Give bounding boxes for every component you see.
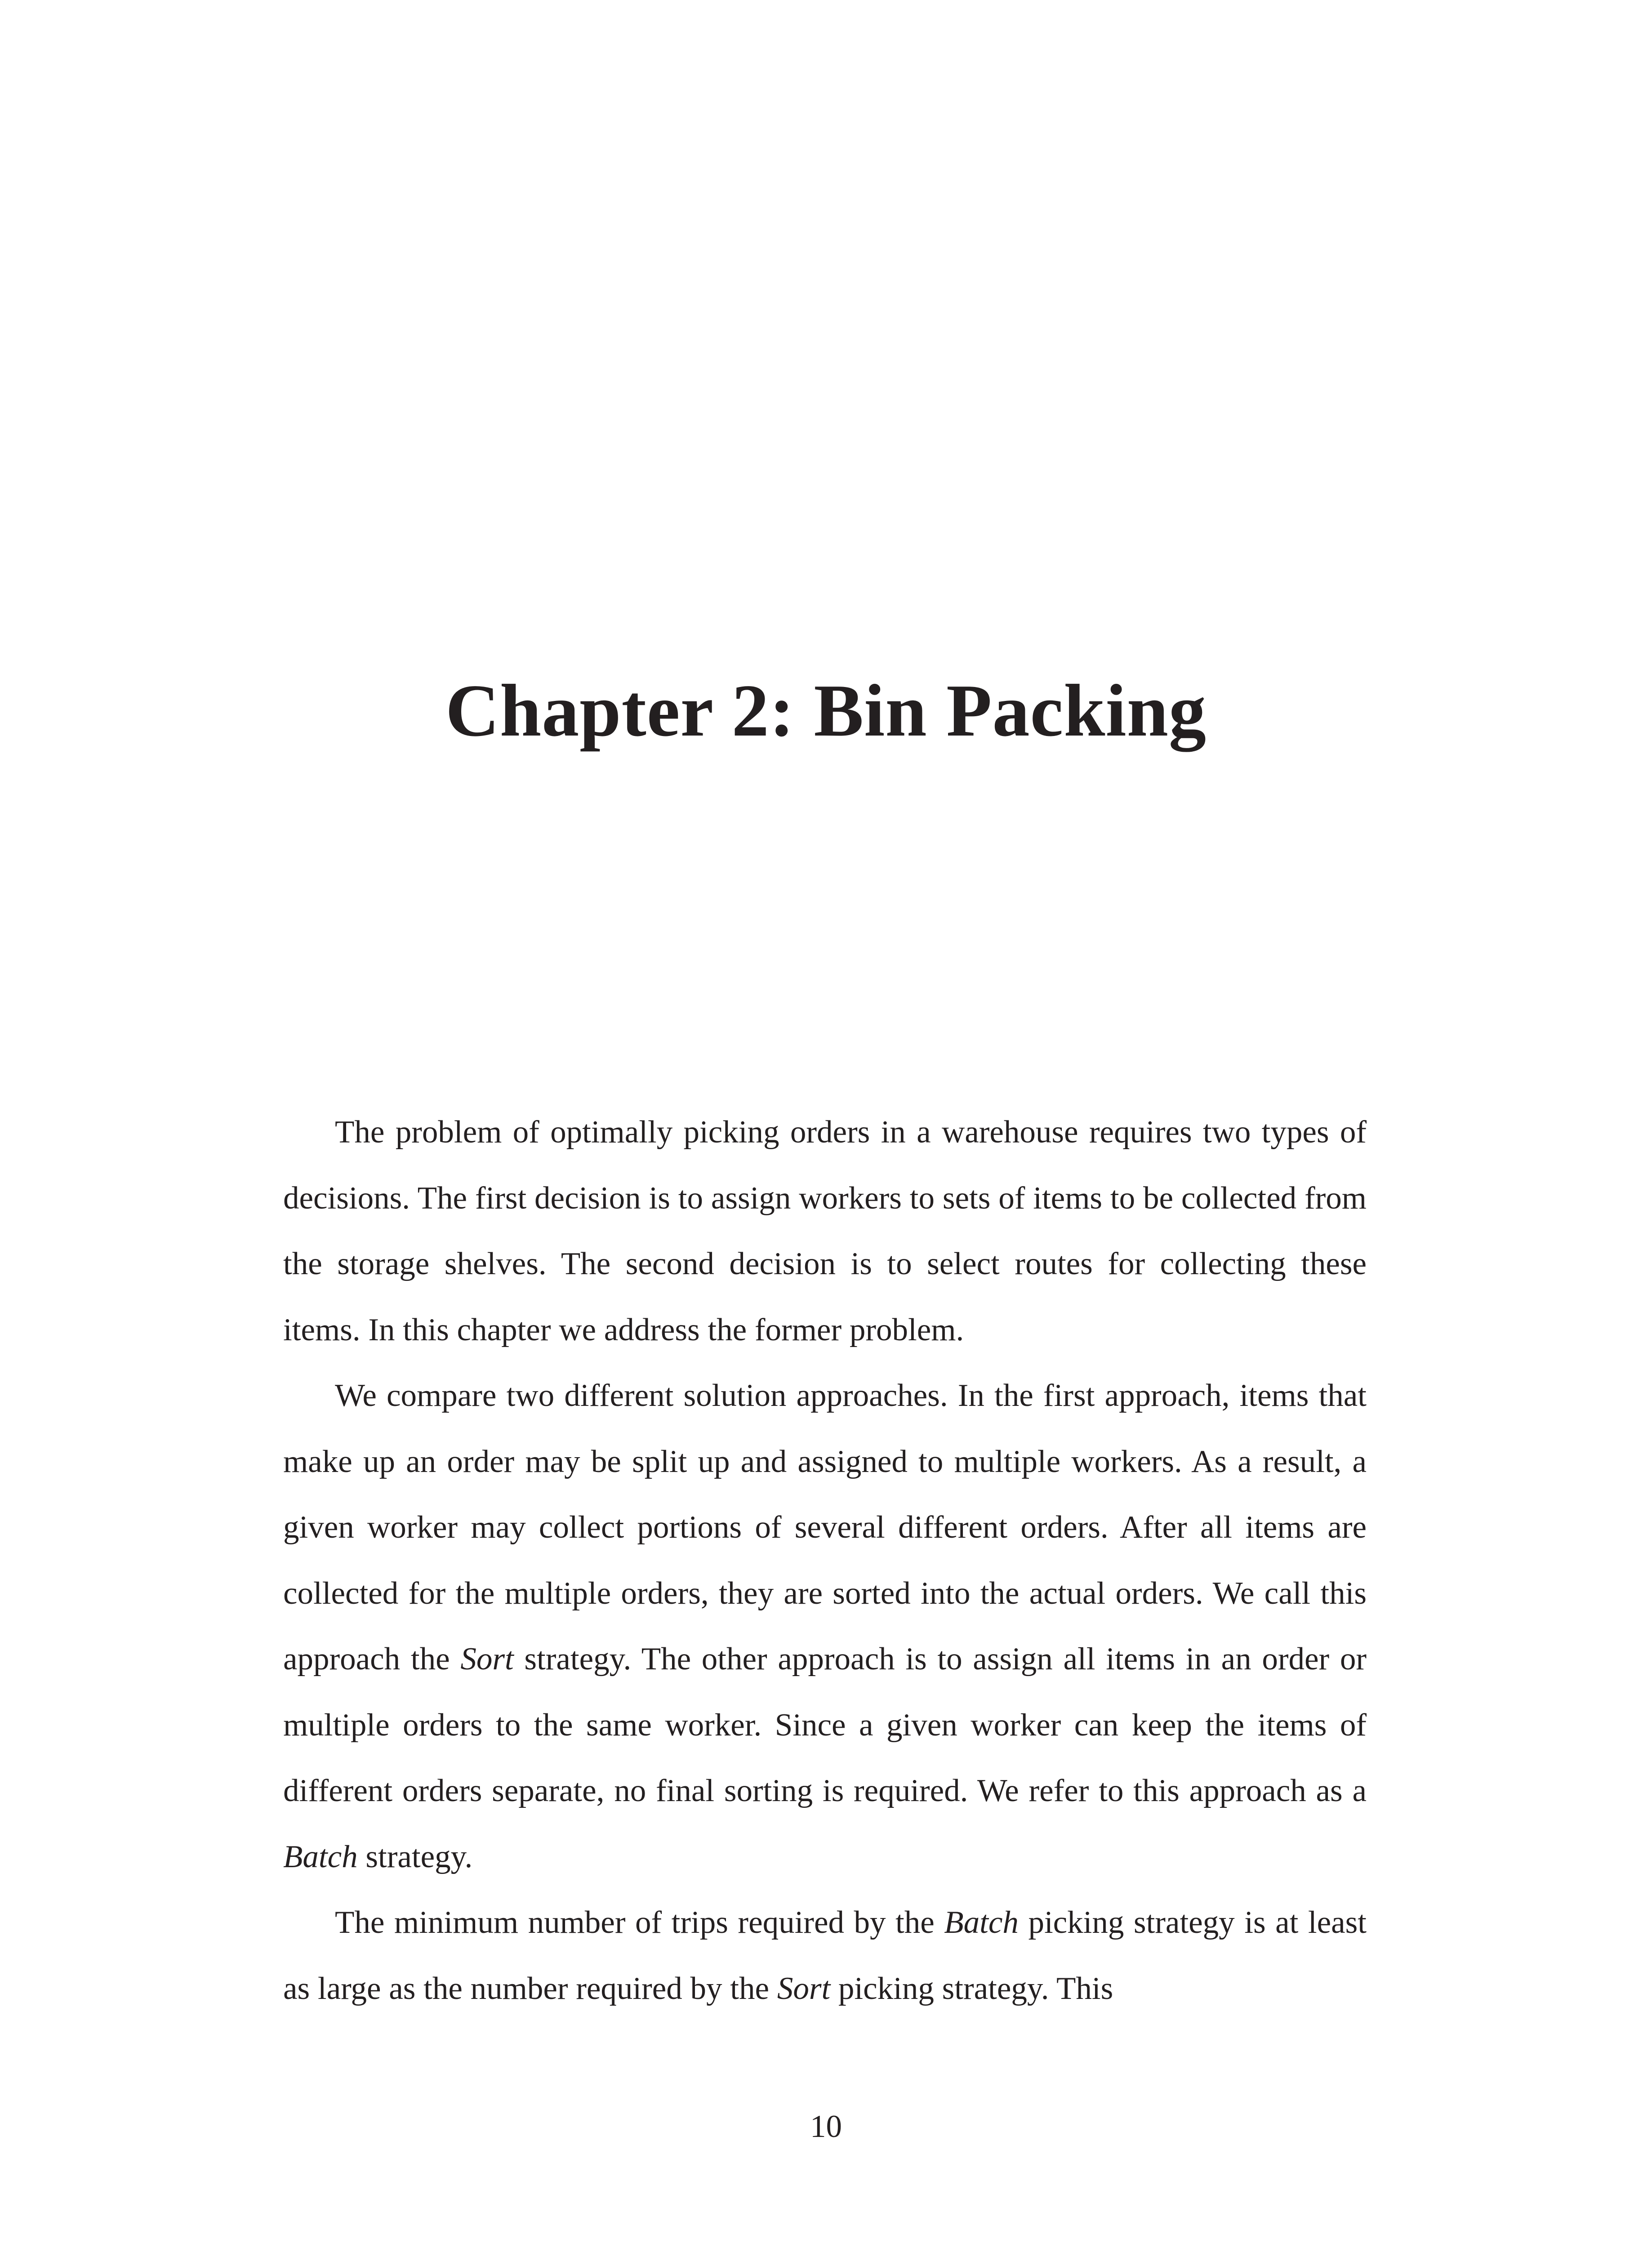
batch-strategy-term: Batch — [283, 1839, 358, 1874]
paragraph-1 — [283, 1099, 1367, 1363]
paragraph-text: picking strategy is at least as large as the number required by the — [283, 1905, 1367, 2006]
paragraph-2 — [283, 1363, 1367, 1890]
paragraph-3 — [283, 1890, 1367, 2021]
paragraph-text: picking strategy. This — [830, 1971, 1113, 2006]
paragraph-text: strategy. The other approach is to assign all items in an order or multiple orders to the same worker. Since a given worker can keep the items of different orders separate, no final sorting is required. We refer to this approach as a — [283, 1641, 1367, 1808]
chapter-body — [283, 1099, 1367, 2021]
chapter-title: Chapter 2: Bin Packing — [445, 669, 1207, 752]
page-number: 10 — [810, 2109, 842, 2144]
paragraph-text: strategy. — [357, 1839, 473, 1874]
sort-strategy-term: Sort — [777, 1971, 831, 2006]
sort-strategy-term: Sort — [460, 1641, 514, 1677]
paragraph-text: The minimum number of trips required by the — [335, 1905, 944, 1940]
paragraph-text: The problem of optimally picking orders in a warehouse requires two types of decisions. The first decision is to assign workers to sets of items to be collected from the storage shelves. The second decision is to select routes for collecting these items. In this chapter we address the former problem. — [283, 1115, 1367, 1347]
paragraph-text: We compare two different solution approaches. In the first approach, items that make up an order may be split up and assigned to multiple workers. As a result, a given worker may collect portions of several different orders. After all items are collected for the multiple orders, they are sorted into the actual orders. We call this approach the — [283, 1378, 1367, 1677]
batch-strategy-term: Batch — [944, 1905, 1019, 1940]
